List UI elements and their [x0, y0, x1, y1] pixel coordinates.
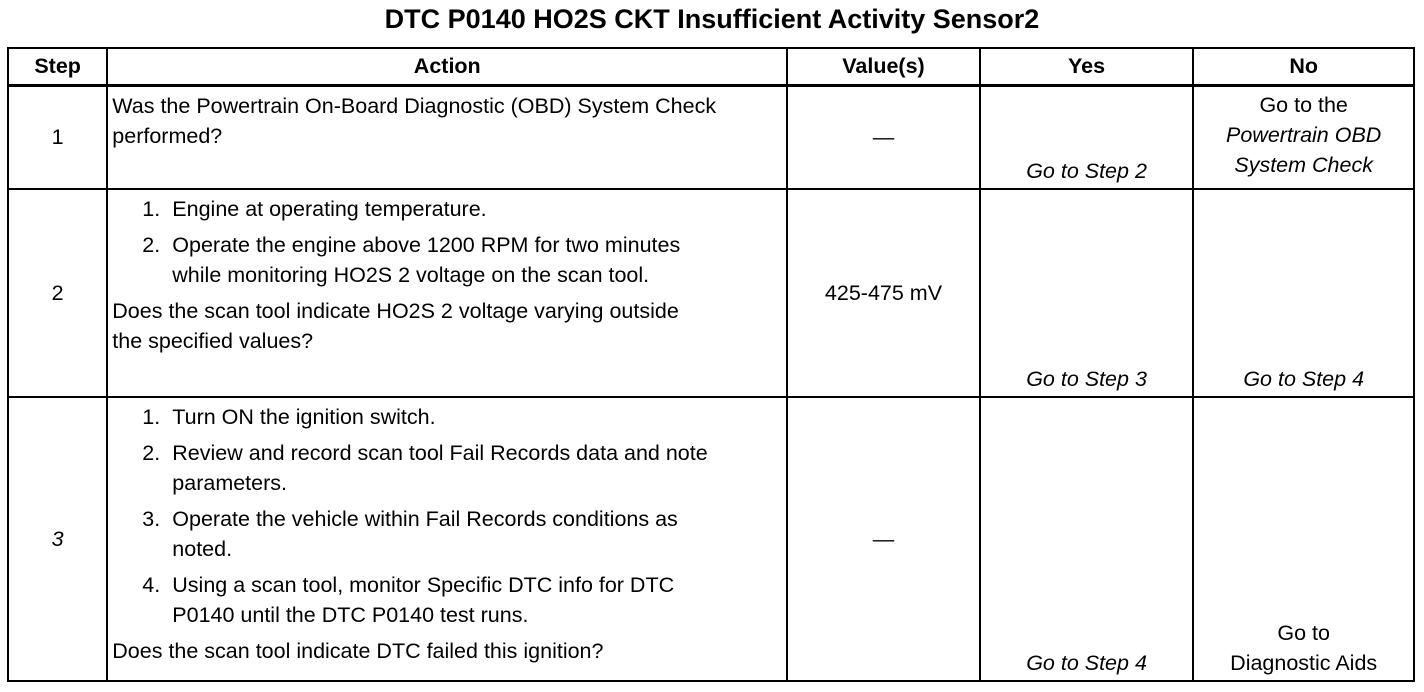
- action-step-text: Review and record scan tool Fail Records data and note parameters.: [172, 441, 708, 495]
- yes-link[interactable]: Go to Step 3: [1026, 367, 1147, 391]
- action-step-text: Operate the engine above 1200 RPM for two minutes while monitoring HO2S 2 voltage on the scan tool.: [172, 233, 681, 287]
- action-step: [112, 194, 780, 224]
- value-cell: —: [787, 397, 980, 681]
- action-step-number: 2.: [142, 233, 161, 257]
- action-cell: [107, 86, 787, 190]
- table-header-row: [8, 48, 1414, 86]
- action-step-text: Using a scan tool, monitor Specific DTC info for DTC P0140 until the DTC P0140 test runs.: [172, 573, 675, 627]
- table-row: [8, 397, 1414, 681]
- step-number: 3: [8, 397, 107, 681]
- action-steps: [112, 402, 780, 630]
- header-step: Step: [8, 48, 107, 86]
- no-cell: [1193, 189, 1414, 397]
- action-cell: [107, 397, 787, 681]
- header-values: Value(s): [787, 48, 980, 86]
- action-question: Does the scan tool indicate HO2S 2 voltage varying outside the specified values?: [112, 299, 679, 353]
- action-step: [112, 438, 730, 498]
- action-steps: [112, 194, 780, 290]
- action-step-text: Turn ON the ignition switch.: [172, 405, 436, 429]
- yes-link[interactable]: Go to Step 2: [1026, 159, 1147, 183]
- no-cell: [1193, 86, 1414, 190]
- yes-cell: [980, 189, 1194, 397]
- no-link[interactable]: Diagnostic Aids: [1230, 651, 1378, 675]
- action-step-text: Operate the vehicle within Fail Records conditions as noted.: [172, 507, 678, 561]
- action-question: Does the scan tool indicate DTC failed this ignition?: [112, 639, 604, 663]
- value-cell: —: [787, 86, 980, 190]
- table-row: [8, 86, 1414, 190]
- action-step-number: 4.: [142, 573, 161, 597]
- action-step-number: 1.: [142, 197, 161, 221]
- action-step: [112, 230, 780, 290]
- header-yes: Yes: [980, 48, 1194, 86]
- action-step: [112, 570, 730, 630]
- no-cell-text: [1194, 90, 1413, 180]
- action-step: [112, 402, 730, 432]
- value-cell: 425-475 mV: [787, 189, 980, 397]
- yes-cell: [980, 397, 1194, 681]
- action-step-number: 1.: [142, 405, 161, 429]
- page-title: DTC P0140 HO2S CKT Insufficient Activity Sensor2: [384, 4, 1040, 34]
- no-cell-text: [1194, 618, 1413, 678]
- action-step-number: 2.: [142, 441, 161, 465]
- action-step: [112, 504, 730, 564]
- no-link[interactable]: Powertrain OBD System Check: [1226, 123, 1382, 177]
- header-action: Action: [107, 48, 787, 86]
- action-step-number: 3.: [142, 507, 161, 531]
- no-link[interactable]: Go to Step 4: [1243, 367, 1365, 391]
- step-number: 2: [8, 189, 107, 397]
- header-no: No: [1193, 48, 1414, 86]
- action-step-text: Engine at operating temperature.: [172, 197, 487, 221]
- action-question: Was the Powertrain On-Board Diagnostic (OBD) System Check performed?: [112, 94, 717, 148]
- action-cell: [107, 189, 787, 397]
- table-row: [8, 189, 1414, 397]
- yes-cell: [980, 86, 1194, 190]
- no-cell: [1193, 397, 1414, 681]
- yes-link[interactable]: Go to Step 4: [1026, 651, 1147, 675]
- no-prefix: Go to the: [1259, 93, 1348, 117]
- step-number: 1: [8, 86, 107, 190]
- diagnostic-table: [7, 47, 1415, 682]
- no-prefix: Go to: [1277, 621, 1330, 645]
